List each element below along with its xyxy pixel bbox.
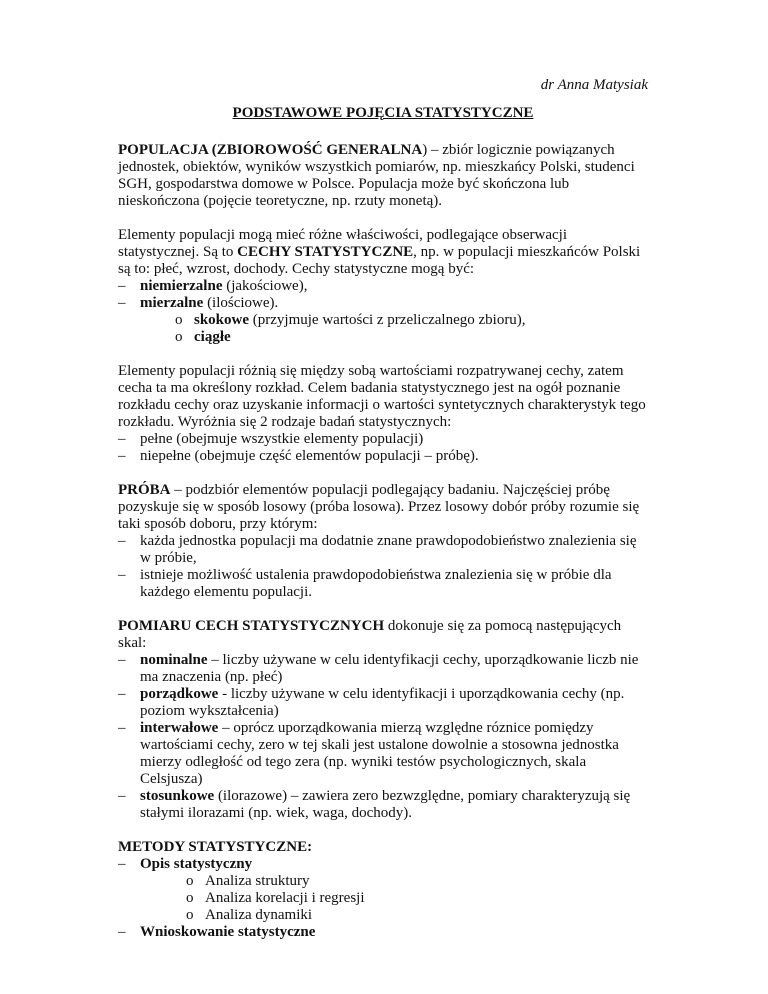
cechy-intro-before: Elementy populacji mogą mieć różne właściwości, podlegające obserwacji statystycznej. Są to xyxy=(118,227,567,260)
proba-section xyxy=(118,482,648,601)
bullet-marker: o xyxy=(186,873,194,889)
sub-list-item xyxy=(186,873,648,890)
item-bold: niemierzalne xyxy=(140,278,223,294)
cechy-section xyxy=(118,227,648,346)
dash-marker: – xyxy=(118,720,126,736)
list-item xyxy=(118,652,648,686)
dash-marker: – xyxy=(118,924,126,940)
populacja-term: POPULACJA (ZBIOROWOŚĆ GENERALNA xyxy=(118,142,423,158)
metody-heading: METODY STATYSTYCZNE: xyxy=(118,839,313,855)
cechy-list xyxy=(118,278,648,346)
item-bold: stosunkowe xyxy=(140,788,215,804)
item-text: każda jednostka populacji ma dodatnie znane prawdopodobieństwo znalezienia się w próbie, xyxy=(140,533,637,566)
pomiary-list xyxy=(118,652,648,822)
item-text: – oprócz uporządkowania mierzą względne róznice pomiędzy wartościami cechy, zero w tej skali jest ustalone dowolnie a stosowna jednostka mierzy odległość od tego zera (np. wyniki testów psychologicznych, skala Celsjusza) xyxy=(140,720,619,787)
item-text: Analiza korelacji i regresji xyxy=(205,890,365,906)
list-item xyxy=(118,720,648,788)
proba-intro xyxy=(118,482,648,533)
metody-section xyxy=(118,839,648,941)
item-bold: skokowe xyxy=(194,312,250,328)
pomiary-section xyxy=(118,618,648,822)
dash-marker: – xyxy=(118,652,126,668)
bullet-marker: o xyxy=(175,329,183,345)
item-text: – liczby używane w celu identyfikacji cechy, uporządkowanie liczb nie ma znaczenia (np. płeć) xyxy=(140,652,639,685)
list-item xyxy=(118,788,648,822)
dash-marker: – xyxy=(118,686,126,702)
bullet-marker: o xyxy=(186,907,194,923)
cechy-term: CECHY STATYSTYCZNE xyxy=(237,244,414,260)
proba-list xyxy=(118,533,648,601)
list-item xyxy=(118,448,648,465)
populacja-text: – zbiór logicznie powiązanych jednostek, obiektów, wyników wszystkich pomiarów, np. mieszkańcy Polski, studenci SGH, gospodarstwa domowe w Polsce. Populacja może być skończona lub nieskończona (pojęcie teoretyczne, np. rzuty monetą). xyxy=(118,142,635,209)
cechy-intro xyxy=(118,227,648,278)
item-text: (przyjmuje wartości z przeliczalnego zbioru), xyxy=(249,312,526,328)
rozklad-text: Elementy populacji różnią się między sobą wartościami rozpatrywanej cechy, zatem cecha ta ma określony rozkład. Celem badania statystycznego jest na ogół poznanie rozkładu cechy oraz uzyskanie informacji o wartości syntetycznych charakterystyk tego rozkładu. Wyróżnia się 2 rodzaje badań statystycznych: xyxy=(118,363,646,430)
item-bold: Opis statystyczny xyxy=(140,856,253,872)
item-bold: mierzalne xyxy=(140,295,204,311)
populacja-close: ) xyxy=(422,142,428,158)
cechy-sublist xyxy=(140,312,648,346)
dash-marker: – xyxy=(118,295,126,311)
dash-marker: – xyxy=(118,278,126,294)
cechy-intro-after: , np. w populacji mieszkańców Polski są to: płeć, wzrost, dochody. Cechy statystyczne mogą być: xyxy=(118,244,641,277)
list-item xyxy=(118,295,648,346)
item-text: Analiza struktury xyxy=(205,873,310,889)
sub-list-item xyxy=(186,890,648,907)
list-item xyxy=(118,533,648,567)
item-bold: ciągłe xyxy=(194,329,231,345)
item-bold: Wnioskowanie statystyczne xyxy=(140,924,316,940)
item-bold: porządkowe xyxy=(140,686,219,702)
sub-list-item xyxy=(175,329,648,346)
dash-marker: – xyxy=(118,567,126,583)
item-text: (jakościowe), xyxy=(222,278,308,294)
bullet-marker: o xyxy=(186,890,194,906)
item-text: pełne (obejmuje wszystkie elementy populacji) xyxy=(140,431,424,447)
dash-marker: – xyxy=(118,431,126,447)
dash-marker: – xyxy=(118,448,126,464)
pomiary-intro xyxy=(118,618,648,652)
proba-text: – podzbiór elementów populacji podlegający badaniu. Najczęściej próbę pozyskuje się w sposób losowy (próba losowa). Przez losowy dobór próby rozumie się taki sposób doboru, przy którym: xyxy=(118,482,640,532)
list-item xyxy=(118,856,648,924)
metody-list xyxy=(118,856,648,941)
item-text: - liczby używane w celu identyfikacji i uporządkowania cechy (np. poziom wykształcenia) xyxy=(140,686,625,719)
metody-sublist xyxy=(140,873,648,924)
sub-list-item xyxy=(186,907,648,924)
pomiary-text: dokonuje się za pomocą następujących skal: xyxy=(118,618,622,651)
item-text: (ilorazowe) – zawiera zero bezwzględne, pomiary charakteryzują się stałymi ilorazami (np. wiek, waga, dochody). xyxy=(140,788,631,821)
rozklad-section xyxy=(118,363,648,465)
proba-term: PRÓBA xyxy=(118,482,171,498)
dash-marker: – xyxy=(118,856,126,872)
item-text: (ilościowe). xyxy=(203,295,279,311)
list-item xyxy=(118,567,648,601)
item-bold: nominalne xyxy=(140,652,208,668)
populacja-paragraph xyxy=(118,142,648,210)
list-item xyxy=(118,924,648,941)
document-title: PODSTAWOWE POJĘCIA STATYSTYCZNE xyxy=(232,105,534,121)
rozklad-list xyxy=(118,431,648,465)
author-line: dr Anna Matysiak xyxy=(540,77,648,93)
pomiary-term: POMIARU CECH STATYSTYCZNYCH xyxy=(118,618,385,634)
list-item xyxy=(118,278,648,295)
item-text: niepełne (obejmuje część elementów populacji – próbę). xyxy=(140,448,479,464)
item-text: Analiza dynamiki xyxy=(205,907,313,923)
sub-list-item xyxy=(175,312,648,329)
item-text: istnieje możliwość ustalenia prawdopodobieństwa znalezienia się w próbie dla każdego elementu populacji. xyxy=(140,567,612,600)
item-bold: interwałowe xyxy=(140,720,219,736)
dash-marker: – xyxy=(118,788,126,804)
dash-marker: – xyxy=(118,533,126,549)
bullet-marker: o xyxy=(175,312,183,328)
list-item xyxy=(118,431,648,448)
list-item xyxy=(118,686,648,720)
